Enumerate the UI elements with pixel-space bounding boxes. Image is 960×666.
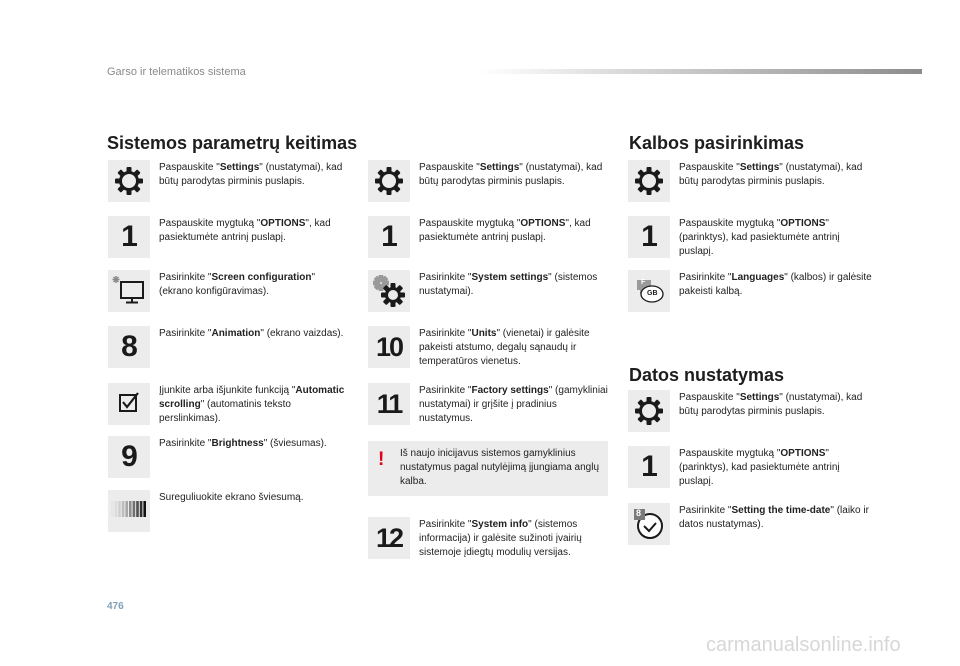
step-number-11: 11 <box>376 388 402 419</box>
instruction-icon-box <box>108 383 150 425</box>
instruction-row <box>628 160 874 202</box>
instruction-icon-box <box>628 160 670 202</box>
instruction-text-pre: Pasirinkite " <box>419 272 472 283</box>
instruction-text <box>679 270 874 299</box>
instruction-text-post: ", kad pasiektumėte antrinį puslapį. <box>419 218 591 243</box>
system-settings-icon <box>372 274 406 308</box>
instruction-icon-box <box>368 326 410 368</box>
instruction-text <box>419 517 609 560</box>
instruction-text <box>159 160 349 189</box>
clock-icon <box>633 508 665 540</box>
instruction-icon-box <box>108 160 150 202</box>
instruction-icon-box <box>628 446 670 488</box>
instruction-text-post: " (parinktys), kad pasiektumėte antrinį puslapį. <box>679 448 840 487</box>
instruction-text-option: Brightness <box>211 438 264 449</box>
instruction-row <box>108 326 349 368</box>
instruction-row <box>108 160 349 202</box>
language-top-label: F <box>641 279 646 286</box>
instruction-text-option: OPTIONS <box>260 218 306 229</box>
instruction-text-option: Setting the time-date <box>731 505 831 516</box>
instruction-text-option: Factory settings <box>471 385 549 396</box>
step-number-12: 12 <box>375 522 403 553</box>
instruction-row <box>108 270 349 312</box>
instruction-icon-box <box>108 270 150 312</box>
instruction-text-pre: Paspauskite mygtuką " <box>159 218 261 229</box>
instruction-text <box>159 490 349 505</box>
header-title: Garso ir telematikos sistema <box>107 66 246 78</box>
instruction-text <box>679 390 874 419</box>
instruction-text-pre: Pasirinkite " <box>419 328 472 339</box>
instruction-text-post: " (automatinis teksto perslinkimas). <box>159 399 291 424</box>
instruction-text-post: " (nustatymai), kad būtų parodytas pirminis puslapis. <box>419 162 603 187</box>
instruction-text-post: " (ekrano konfigūravimas). <box>159 272 316 297</box>
instruction-text-pre: Paspauskite " <box>159 162 220 173</box>
instruction-row <box>368 517 609 560</box>
instruction-text-pre: Pasirinkite " <box>419 519 472 530</box>
instruction-row <box>368 383 609 426</box>
instruction-text-post: " (laiko ir datos nustatymas). <box>679 505 869 530</box>
instruction-text-option: OPTIONS <box>780 218 826 229</box>
instruction-text-option: Screen configuration <box>211 272 312 283</box>
header-bar <box>480 69 922 74</box>
instruction-row <box>628 503 874 545</box>
instruction-text-post: " (kalbos) ir galėsite pakeisti kalbą. <box>679 272 872 297</box>
instruction-text-option: System info <box>471 519 529 530</box>
step-number-8: 8 <box>121 330 137 363</box>
step-number-9: 9 <box>121 440 137 473</box>
instruction-icon-box <box>108 490 150 532</box>
step-number-1: 1 <box>641 220 657 253</box>
instruction-icon-box <box>628 270 670 312</box>
instruction-text <box>679 503 874 532</box>
instruction-text-option: Settings <box>739 392 780 403</box>
instruction-icon-box <box>108 326 150 368</box>
page-number: 476 <box>107 601 124 612</box>
instruction-text-pre: Pasirinkite " <box>159 328 212 339</box>
instruction-text-option: Units <box>471 328 497 339</box>
instruction-text <box>159 436 349 451</box>
instruction-text-pre: Įjunkite arba išjunkite funkciją " <box>159 385 296 396</box>
instruction-text-option: System settings <box>471 272 549 283</box>
gear-icon <box>374 166 404 196</box>
instruction-text-post: " (nustatymai), kad būtų parodytas pirminis puslapis. <box>679 392 863 417</box>
instruction-icon-box <box>108 436 150 478</box>
instruction-text-option: Settings <box>479 162 520 173</box>
instruction-text-option: Languages <box>731 272 785 283</box>
instruction-text <box>159 326 349 341</box>
language-bottom-label: GB <box>647 290 658 297</box>
instruction-row <box>368 270 609 312</box>
clock-badge-number: 8 <box>636 508 642 518</box>
instruction-icon-box <box>628 216 670 258</box>
instruction-text-pre: Pasirinkite " <box>159 438 212 449</box>
instruction-icon-box <box>368 160 410 202</box>
instruction-text-pre: Pasirinkite " <box>419 385 472 396</box>
instruction-text <box>159 383 349 426</box>
instruction-text-option: Settings <box>739 162 780 173</box>
instruction-text-option: OPTIONS <box>780 448 826 459</box>
section-title-language: Kalbos pasirinkimas <box>629 133 805 153</box>
instruction-row <box>628 390 874 432</box>
instruction-text <box>419 326 609 369</box>
section-title-system: Sistemos parametrų keitimas <box>107 133 358 153</box>
instruction-text-post: " (gamykliniai nustatymai) ir grįšite į pradinius nustatymus. <box>419 385 608 424</box>
instruction-icon-box <box>628 390 670 432</box>
instruction-row <box>368 216 609 258</box>
step-number-10: 10 <box>375 331 403 362</box>
section-title-date: Datos nustatymas <box>629 365 785 385</box>
instruction-row <box>108 216 349 258</box>
instruction-row <box>108 436 349 478</box>
instruction-row <box>628 216 874 259</box>
instruction-row <box>628 270 874 312</box>
watermark: carmanualsonline.info <box>706 634 901 656</box>
instruction-row <box>628 446 874 489</box>
instruction-text-post: " (nustatymai), kad būtų parodytas pirminis puslapis. <box>159 162 343 187</box>
instruction-text-pre: Paspauskite " <box>419 162 480 173</box>
instruction-text-post: " (vienetai) ir galėsite pakeisti atstumo, degalų sąnaudų ir temperatūros vienetus. <box>419 328 590 367</box>
screen-config-icon <box>112 274 146 309</box>
warning-note-text: Iš naujo inicijavus sistemos gamyklinius nustatymus pagal nutylėjimą įjungiama anglų kalba. <box>400 448 600 487</box>
brightness-slider-icon <box>111 498 147 525</box>
instruction-icon-box <box>368 270 410 312</box>
checkbox-icon <box>117 390 141 419</box>
instruction-text <box>419 383 609 426</box>
instruction-text-pre: Paspauskite mygtuką " <box>679 218 781 229</box>
instruction-text-pre: Paspauskite " <box>679 162 740 173</box>
step-number-1: 1 <box>121 220 137 253</box>
instruction-text-post: " (sistemos informacija) ir galėsite sužinoti įvairių sistemoje įdiegtų modulių versijas. <box>419 519 582 558</box>
instruction-text-option: Automatic scrolling <box>159 385 345 410</box>
step-number-1: 1 <box>381 220 397 253</box>
instruction-text-pre: Paspauskite mygtuką " <box>419 218 521 229</box>
instruction-text-pre: Pasirinkite " <box>679 505 732 516</box>
instruction-text <box>159 216 349 245</box>
instruction-text-option: Animation <box>211 328 261 339</box>
language-icon <box>634 278 664 304</box>
instruction-text <box>419 270 609 299</box>
instruction-icon-box <box>108 216 150 258</box>
instruction-text-pre: Pasirinkite " <box>679 272 732 283</box>
instruction-text-post: " (sistemos nustatymai). <box>419 272 598 297</box>
warning-icon: ! <box>378 449 385 470</box>
instruction-icon-box <box>628 503 670 545</box>
instruction-text-post: ", kad pasiektumėte antrinį puslapį. <box>159 218 331 243</box>
gear-icon <box>114 166 144 196</box>
instruction-text-pre: Paspauskite mygtuką " <box>679 448 781 459</box>
instruction-text <box>679 160 874 189</box>
instruction-icon-box <box>368 216 410 258</box>
instruction-row <box>108 383 349 426</box>
instruction-row <box>368 326 609 369</box>
gear-icon <box>634 396 664 426</box>
instruction-text-post: " (šviesumas). <box>263 438 327 449</box>
gear-icon <box>634 166 664 196</box>
instruction-text-post: " (ekrano vaizdas). <box>260 328 344 339</box>
instruction-text-post: " (nustatymai), kad būtų parodytas pirminis puslapis. <box>679 162 863 187</box>
instruction-text <box>159 270 349 299</box>
instruction-row <box>368 160 609 202</box>
step-number-1: 1 <box>641 450 657 483</box>
instruction-text-option: Settings <box>219 162 260 173</box>
instruction-text-pre: Pasirinkite " <box>159 272 212 283</box>
instruction-row <box>108 490 349 532</box>
instruction-text <box>419 160 609 189</box>
instruction-icon-box <box>368 383 410 425</box>
instruction-text <box>679 446 874 489</box>
instruction-text-post: " (parinktys), kad pasiektumėte antrinį puslapį. <box>679 218 840 257</box>
instruction-text <box>679 216 874 259</box>
instruction-text <box>419 216 609 245</box>
instruction-text-option: OPTIONS <box>520 218 566 229</box>
warning-note <box>368 441 608 496</box>
instruction-text-pre: Paspauskite " <box>679 392 740 403</box>
instruction-text-pre: Sureguliuokite ekrano šviesumą. <box>159 492 304 503</box>
instruction-icon-box <box>368 517 410 559</box>
